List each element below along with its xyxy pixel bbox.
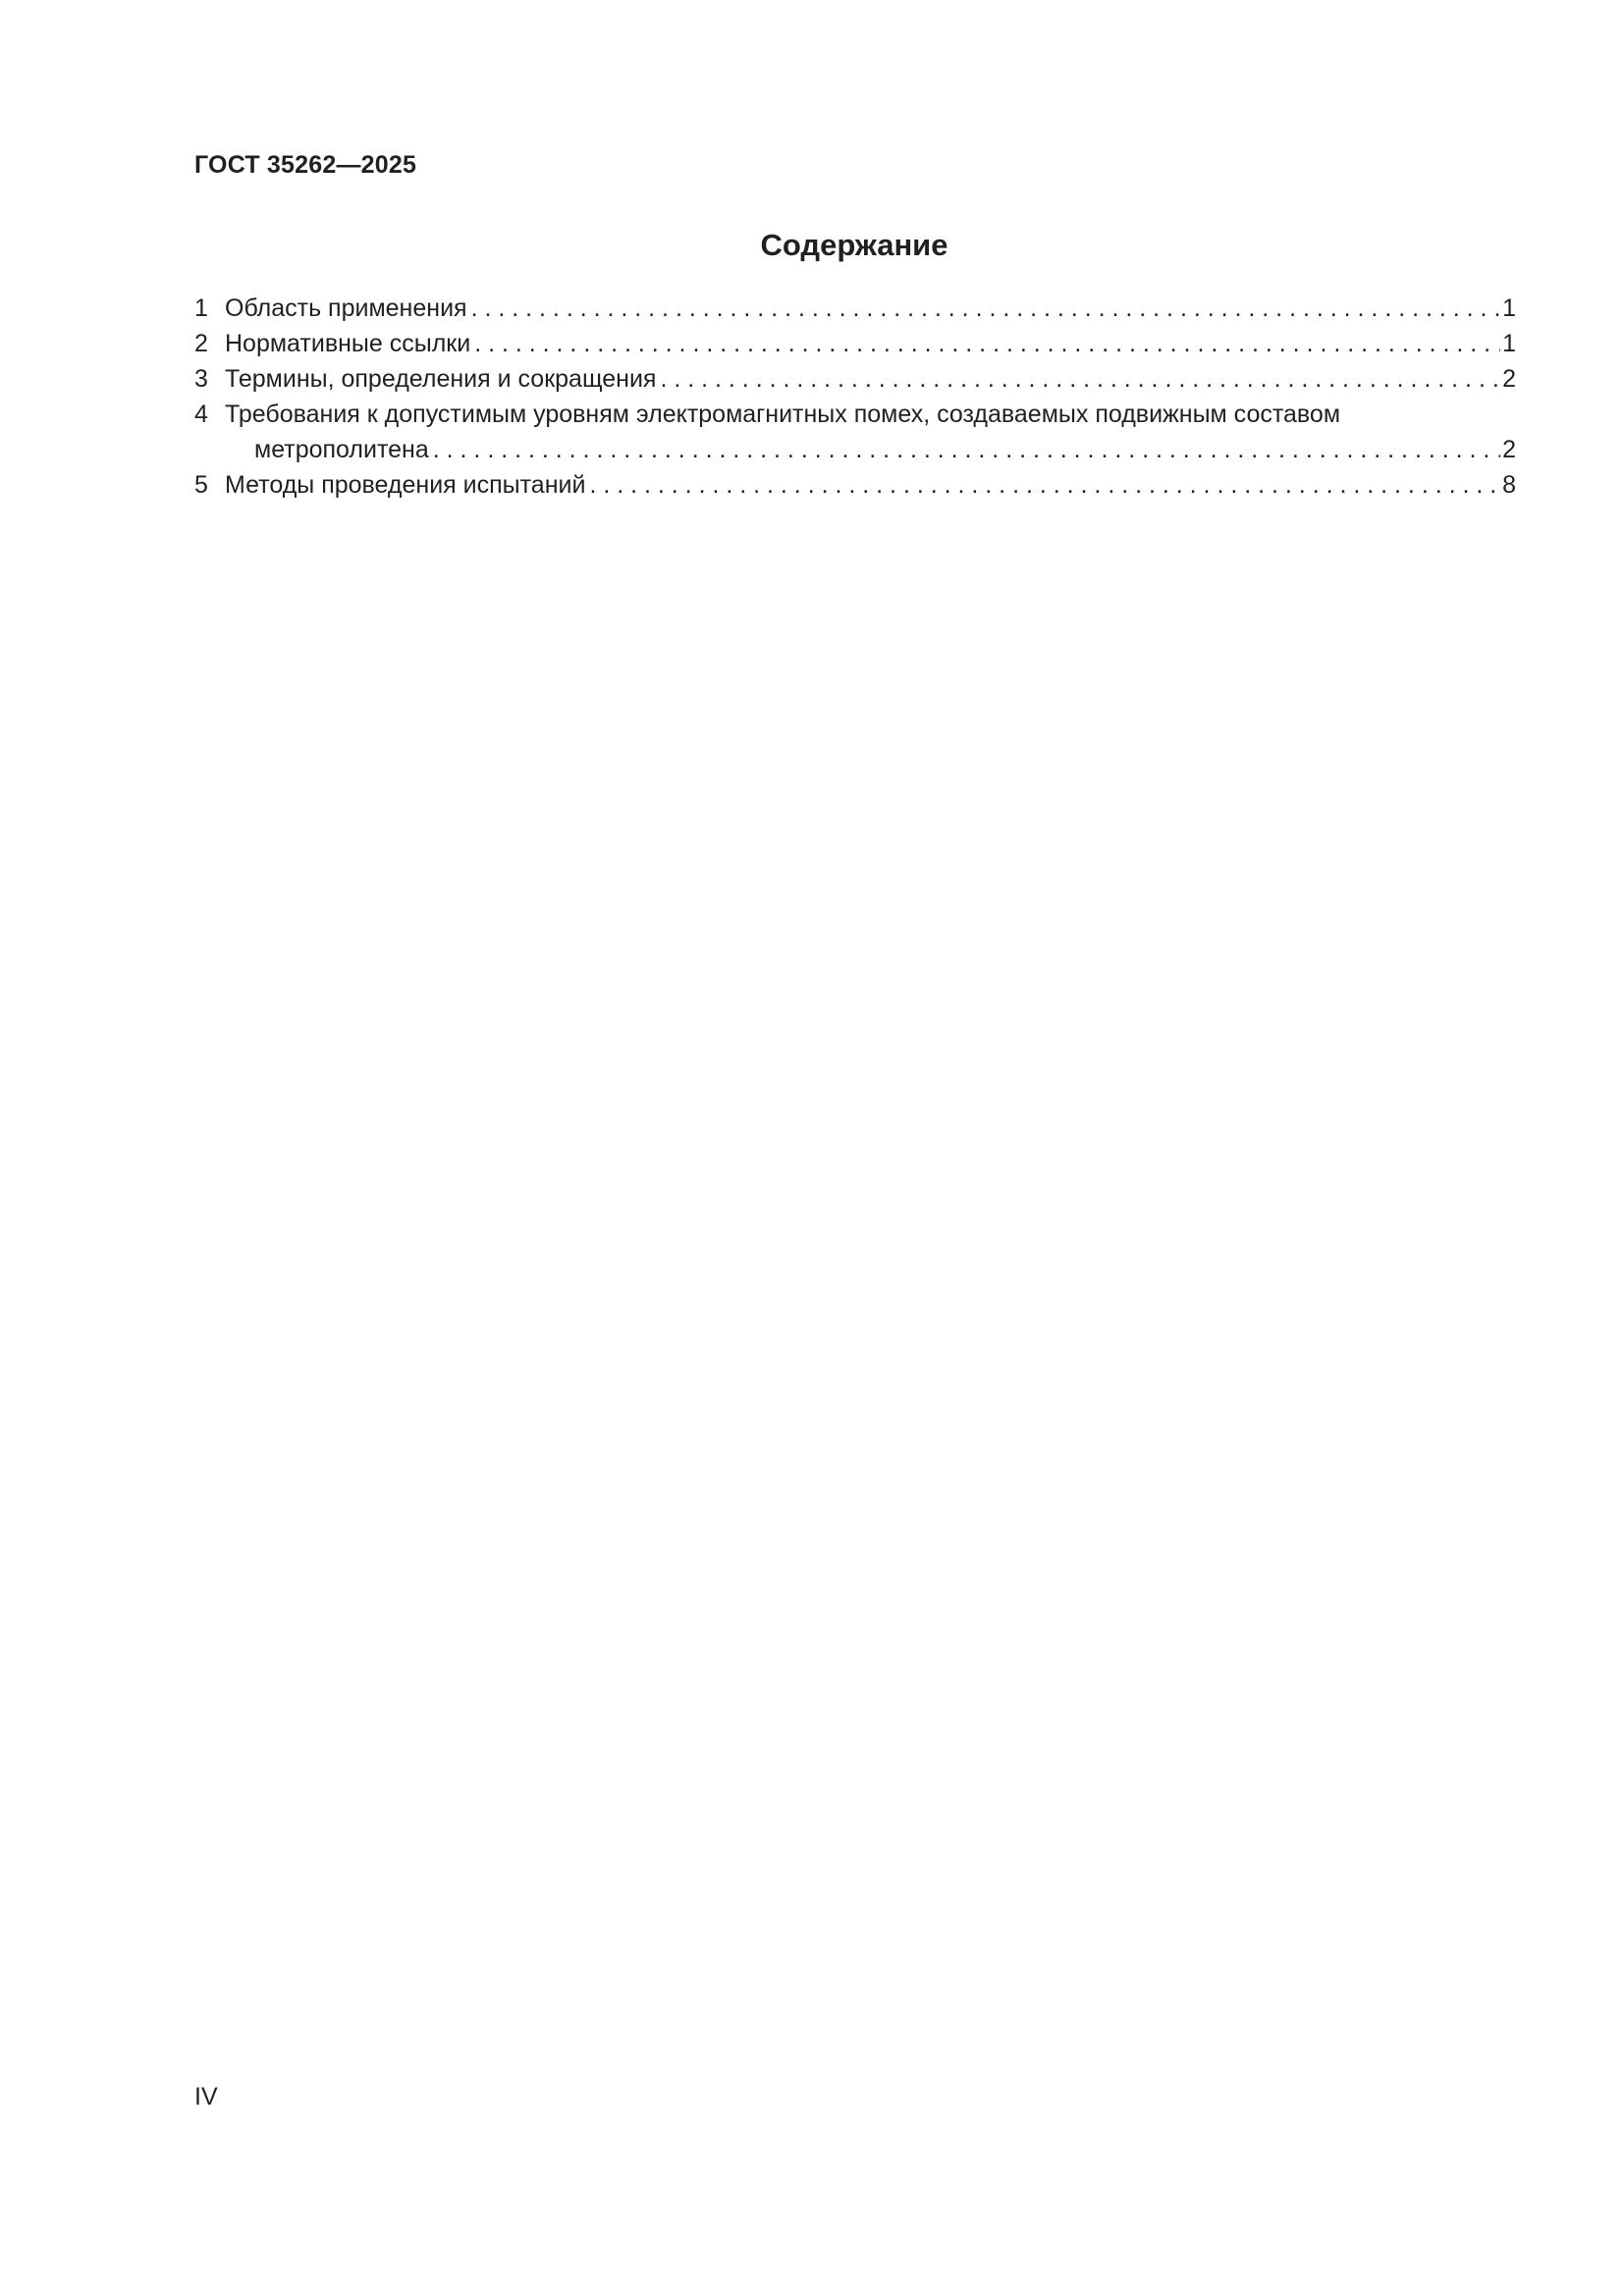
toc-row-title[interactable]: Термины, определения и сокращения (225, 365, 657, 393)
toc-row-leader (429, 432, 1500, 467)
toc-row[interactable] (194, 291, 1516, 326)
page-number: IV (194, 2083, 218, 2110)
toc-row-page[interactable]: 1 (1502, 330, 1516, 357)
toc-row[interactable] (194, 432, 1516, 467)
toc-row-number: 2 (194, 330, 208, 357)
toc-row-number: 4 (194, 400, 208, 428)
toc-row[interactable] (194, 397, 1516, 432)
toc-row-page[interactable]: 2 (1502, 436, 1516, 463)
toc-row-page[interactable]: 8 (1502, 471, 1516, 499)
toc-row-title[interactable]: Требования к допустимым уровням электромагнитных помех, создаваемых подвижным составом (225, 400, 1341, 428)
toc-row-title[interactable]: Нормативные ссылки (225, 330, 471, 357)
toc-row-number: 1 (194, 294, 208, 322)
toc-row[interactable] (194, 467, 1516, 503)
document-id: ГОСТ 35262—2025 (194, 151, 417, 179)
toc-row[interactable] (194, 326, 1516, 361)
toc-row-number: 3 (194, 365, 208, 393)
toc-row-leader (467, 291, 1500, 326)
toc-row-leader (585, 467, 1500, 503)
toc-row-title[interactable]: метрополитена (254, 436, 429, 463)
toc-row[interactable] (194, 361, 1516, 397)
toc-row-page[interactable]: 2 (1502, 365, 1516, 393)
toc-row-leader (470, 326, 1500, 361)
toc-row-page[interactable]: 1 (1502, 294, 1516, 322)
toc-heading: Содержание (760, 228, 948, 262)
toc-row-title[interactable]: Методы проведения испытаний (225, 471, 586, 499)
table-of-contents (194, 291, 1516, 503)
toc-row-title[interactable]: Область применения (225, 294, 467, 322)
toc-row-leader (656, 361, 1500, 397)
toc-row-number: 5 (194, 471, 208, 499)
